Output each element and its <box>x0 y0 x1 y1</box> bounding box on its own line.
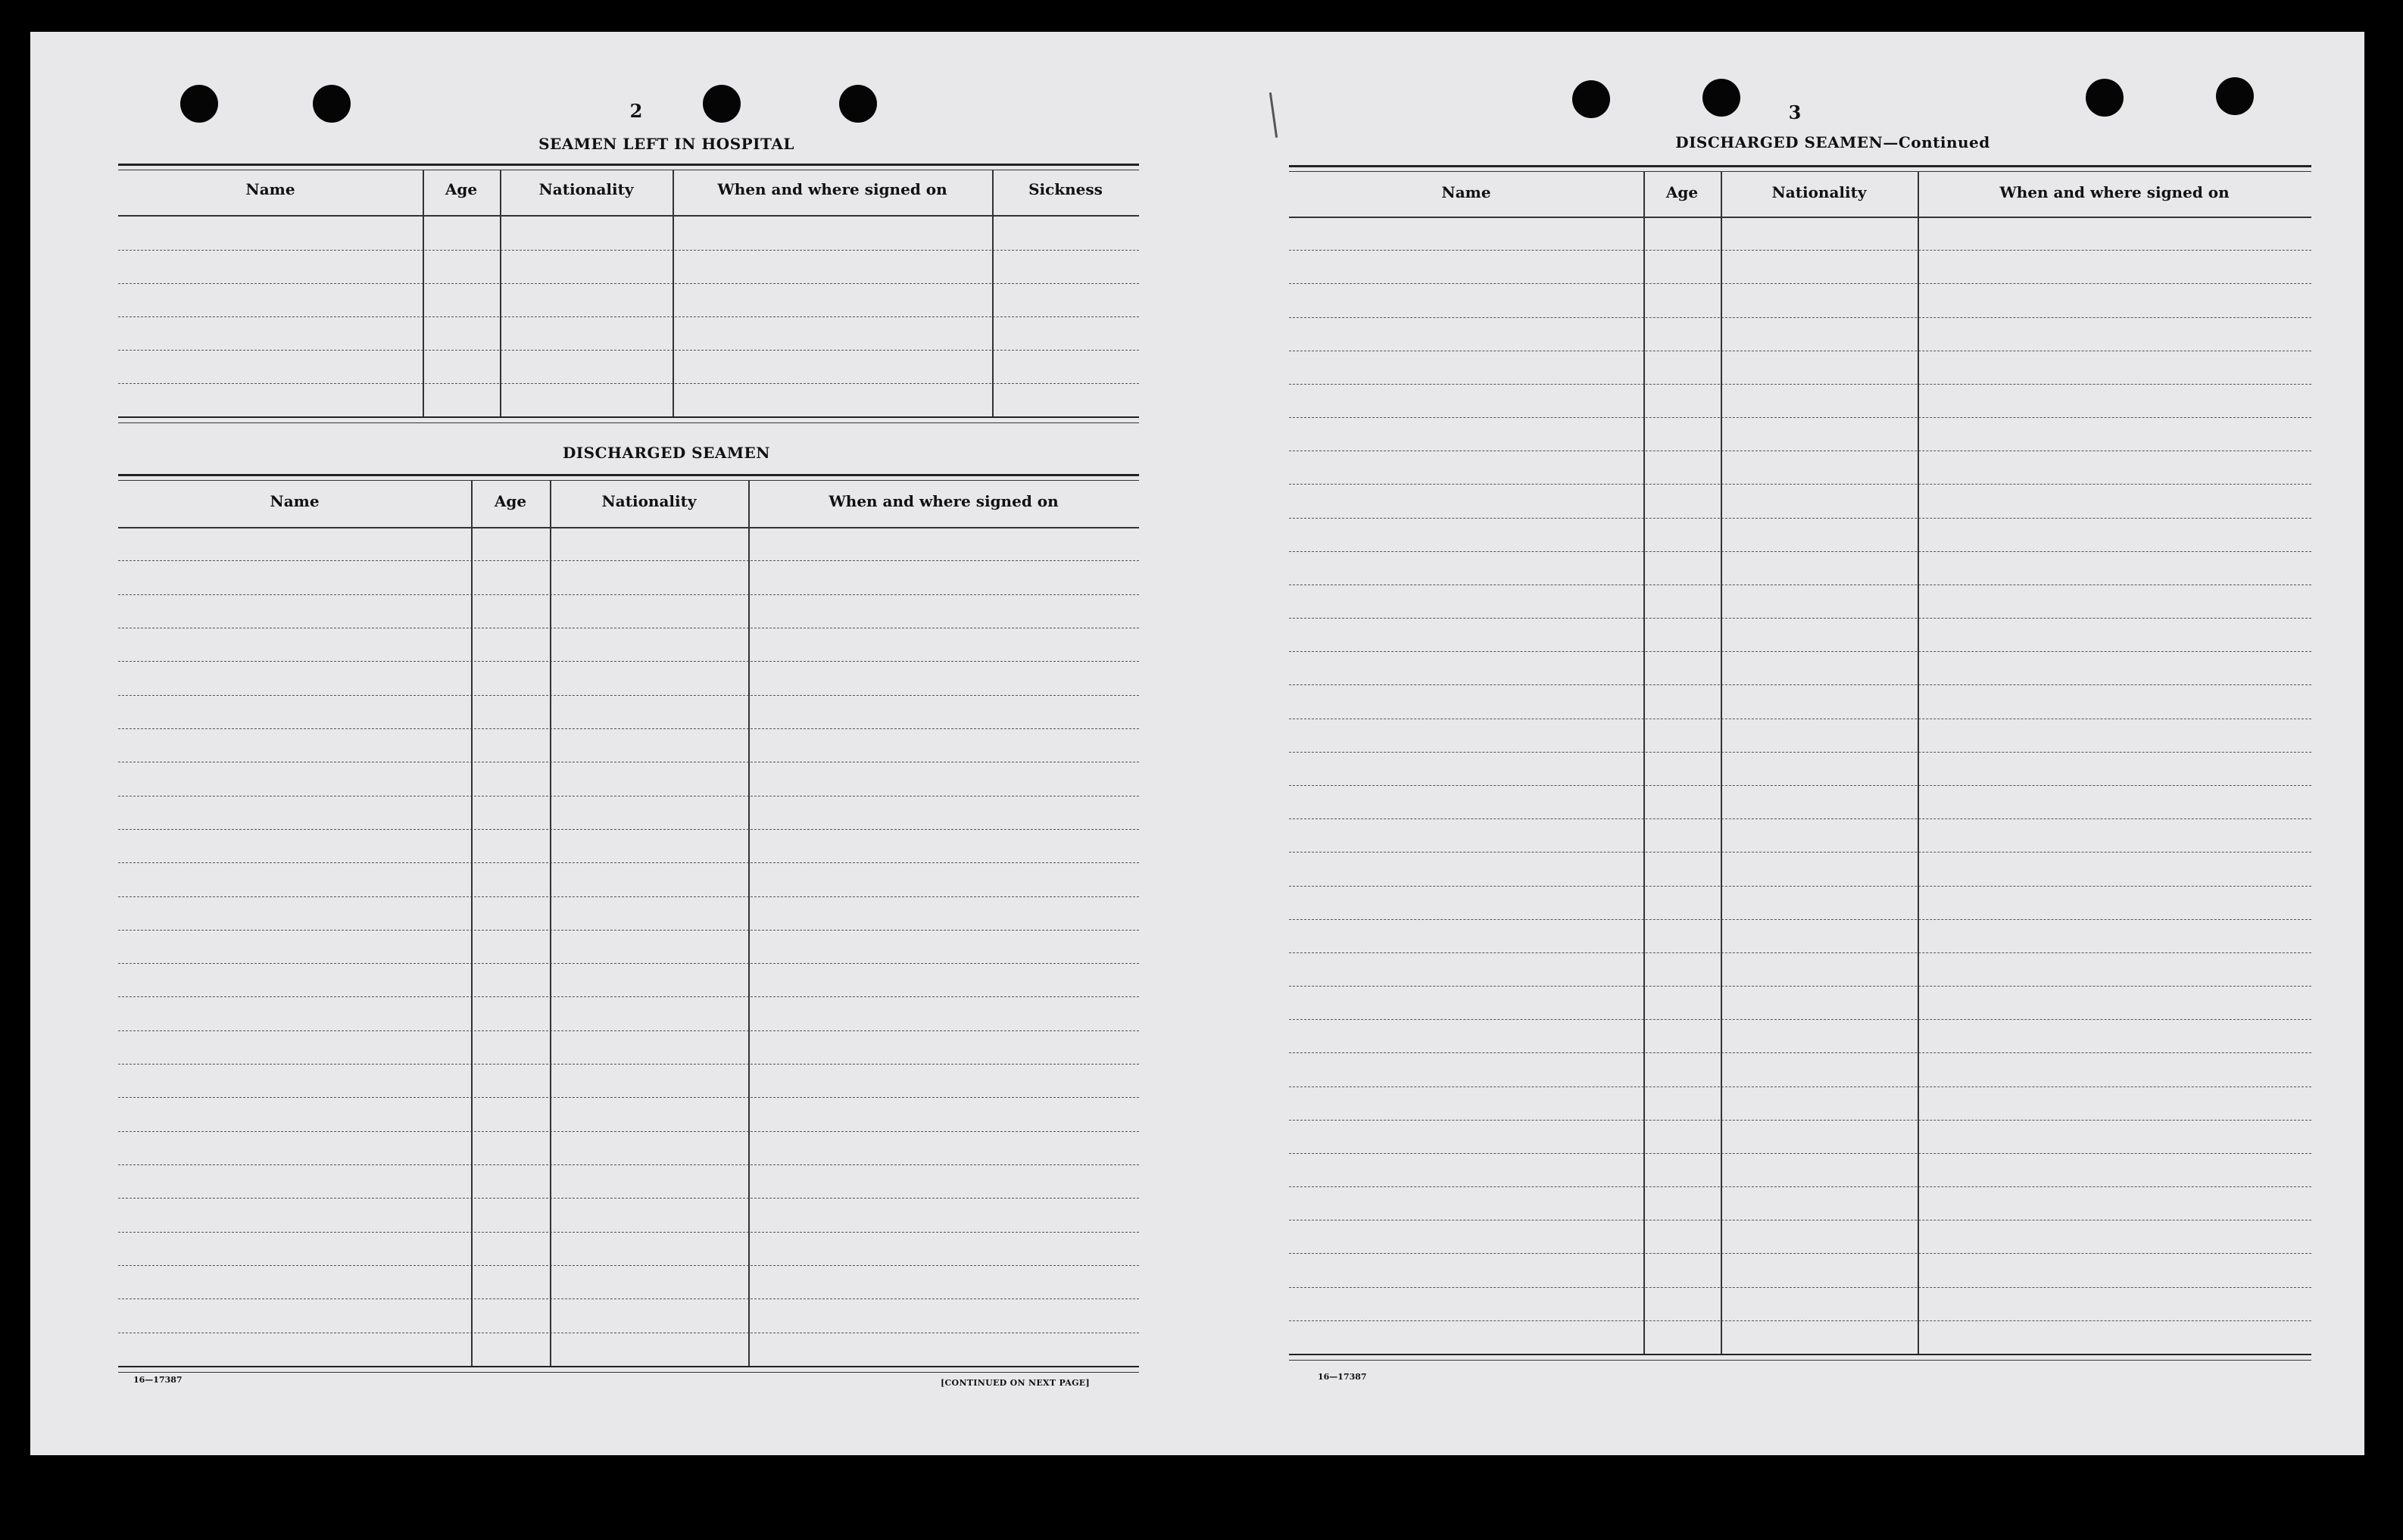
table-row-rule <box>118 1030 1139 1031</box>
table-row-rule <box>1289 283 2311 284</box>
table-row-rule <box>118 1198 1139 1199</box>
col-header-name: Name <box>1441 183 1491 201</box>
table-row-rule <box>1289 1052 2311 1053</box>
table-row-rule <box>118 1298 1139 1299</box>
table-row-rule <box>1289 852 2311 853</box>
table-row-rule <box>1289 1153 2311 1154</box>
table-row-rule <box>1289 417 2311 418</box>
col-header-age: Age <box>445 180 478 198</box>
table-row-rule <box>1289 450 2311 451</box>
table-row-rule <box>1289 1287 2311 1288</box>
table-row-rule <box>1289 317 2311 318</box>
punch-hole <box>2086 79 2124 117</box>
table-row-rule <box>1289 651 2311 652</box>
col-header-nationality: Nationality <box>538 180 634 198</box>
col-header-age: Age <box>1665 183 1699 201</box>
hospital-table <box>118 164 1139 456</box>
table-row-rule <box>118 1097 1139 1098</box>
table-row-rule <box>1289 484 2311 485</box>
table-row-rule <box>1289 886 2311 887</box>
discharged-table-right <box>1289 165 2311 1407</box>
right-page-number: 3 <box>1788 101 1802 123</box>
table-row-rule <box>1289 618 2311 619</box>
table-row-rule <box>1289 250 2311 251</box>
col-header-signed-on: When and where signed on <box>829 492 1059 510</box>
table-row-rule <box>1289 1186 2311 1187</box>
table-row-rule <box>1289 1320 2311 1321</box>
table-row-rule <box>1289 986 2311 987</box>
table-row-rule <box>118 1265 1139 1266</box>
table-row-rule <box>1289 952 2311 953</box>
table-row-rule <box>118 996 1139 997</box>
table-row-rule <box>118 1164 1139 1165</box>
table-row-rule <box>118 829 1139 830</box>
continued-note: [CONTINUED ON NEXT PAGE] <box>941 1378 1090 1388</box>
punch-hole <box>1702 79 1740 117</box>
col-header-age: Age <box>494 492 527 510</box>
table-row-rule <box>118 728 1139 729</box>
table-row-rule <box>1289 1120 2311 1121</box>
punch-hole <box>2216 77 2254 115</box>
col-header-nationality: Nationality <box>1771 183 1867 201</box>
table-row-rule <box>118 695 1139 696</box>
table-row-rule <box>1289 919 2311 920</box>
col-header-signed-on: When and where signed on <box>1999 183 2230 201</box>
discharged-section-title: DISCHARGED SEAMEN <box>562 444 771 462</box>
table-row-rule <box>118 1131 1139 1132</box>
hospital-section-title: SEAMEN LEFT IN HOSPITAL <box>538 135 794 153</box>
pencil-mark <box>1269 92 1278 138</box>
table-row-rule <box>1289 684 2311 685</box>
table-row-rule <box>1289 1086 2311 1087</box>
col-header-signed-on: When and where signed on <box>717 180 947 198</box>
table-row-rule <box>1289 785 2311 786</box>
col-header-name: Name <box>245 180 295 198</box>
table-row-rule <box>1289 518 2311 519</box>
left-form-number: 16—17387 <box>133 1375 183 1385</box>
table-row-rule <box>118 560 1139 561</box>
left-page-number: 2 <box>629 100 643 122</box>
discharged-table-left <box>118 474 1139 1398</box>
col-header-sickness: Sickness <box>1028 180 1103 198</box>
right-form-number: 16—17387 <box>1318 1372 1367 1382</box>
table-row-rule <box>1289 752 2311 753</box>
punch-hole <box>703 85 741 123</box>
table-row-rule <box>1289 551 2311 552</box>
table-row-rule <box>1289 1019 2311 1020</box>
punch-hole <box>313 85 351 123</box>
col-header-name: Name <box>270 492 320 510</box>
table-row-rule <box>118 896 1139 897</box>
table-row-rule <box>1289 1253 2311 1254</box>
table-row-rule <box>118 1064 1139 1065</box>
discharged-continued-title: DISCHARGED SEAMEN—Continued <box>1675 133 1990 151</box>
table-row-rule <box>118 963 1139 964</box>
table-row-rule <box>118 594 1139 595</box>
table-row-rule <box>118 1232 1139 1233</box>
table-row-rule <box>1289 818 2311 819</box>
punch-hole <box>180 85 218 123</box>
table-row-rule <box>118 930 1139 931</box>
table-row-rule <box>118 661 1139 662</box>
col-header-nationality: Nationality <box>601 492 697 510</box>
document-sheet <box>30 32 2364 1455</box>
table-row-rule <box>1289 384 2311 385</box>
punch-hole <box>839 85 877 123</box>
punch-hole <box>1572 80 1610 118</box>
table-row-rule <box>118 862 1139 863</box>
